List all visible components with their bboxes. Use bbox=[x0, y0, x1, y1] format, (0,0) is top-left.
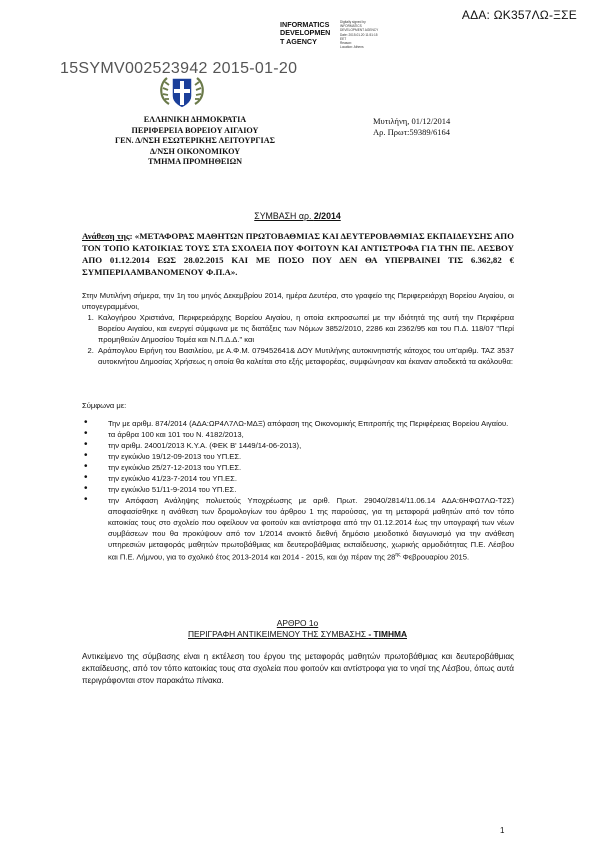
contract-title bbox=[0, 211, 595, 221]
header-line: ΠΕΡΙΦΕΡΕΙΑ ΒΟΡΕΙΟΥ ΑΙΓΑΙΟΥ bbox=[131, 125, 259, 135]
issuing-authority-header bbox=[75, 115, 315, 168]
pursuant-label: Σύμφωνα με: bbox=[82, 401, 127, 410]
signature-line: DEVELOPMENT AGENCY bbox=[340, 28, 379, 33]
signer-agency bbox=[280, 21, 340, 46]
legal-basis-item: • Την με αριθμ. 874/2014 (ΑΔΑ:ΩΡ4Λ7ΛΩ-ΜΔΞ) απόφαση της Οικονομικής Επιτροπής της Περιφέρειας Βορείου Αιγαίου. bbox=[82, 418, 514, 429]
digital-signature-details bbox=[340, 20, 410, 49]
contract-intro bbox=[82, 290, 514, 367]
agency-line: INFORMATICS bbox=[280, 20, 330, 29]
legal-basis-list bbox=[82, 418, 514, 563]
legal-basis-item: • την εγκύκλιο 25/27-12-2013 του ΥΠ.ΕΣ. bbox=[82, 462, 514, 473]
article-subtitle-price: - ΤΙΜΗΜΑ bbox=[368, 629, 408, 640]
subject-label: Ανάθεση της bbox=[82, 231, 130, 241]
greek-coat-of-arms-emblem bbox=[157, 74, 207, 116]
party-item: 2. Αράπογλου Ειρήνη του Βασιλείου, με Α.Φ.Μ. 079452641& ΔΟΥ Μυτιλήνης αυτοκινητιστής κάτοχος του υπ'αριθμ. ΤΑΖ 3537 αυτοκινήτου Δημοσίας Χρήσεως η οποία θα καλείται στο εξής μεταφορέας, συμφώνησαν και έκαναν αποδεκτά τα ακόλουθα: bbox=[96, 345, 514, 367]
signature-line: INFORMATICS bbox=[340, 24, 362, 29]
party-item: 1. Καλογήρου Χριστιάνα, Περιφερειάρχης Βορείου Αιγαίου, η οποία εκπροσωπεί με την ιδιότητά της αυτή την Περιφέρεια Βορείου Αιγαίου, και ενεργεί σύμφωνα με τις διατάξεις των Νόμων 3852/2010, 2286 και 2362/95 και του Π.Δ. 118/07 "Περί προμηθειών Δημοσίου Τομέα και Ν.Π.Δ.Δ." και bbox=[96, 312, 514, 345]
article-title: ΑΡΘΡΟ 1ο bbox=[276, 618, 319, 628]
subject-text: : «ΜΕΤΑΦΟΡΑΣ ΜΑΘΗΤΩΝ ΠΡΩΤΟΒΑΘΜΙΑΣ ΚΑΙ ΔΕΥΤΕΡΟΒΑΘΜΙΑΣ ΕΚΠΑΙΔΕΥΣΗΣ ΑΠΟ ΤΟΝ ΤΟΠΟ ΚΑΤΟΙΚΙΑΣ ΤΟΥΣ ΣΤΑ ΣΧΟΛΕΙΑ ΠΟΥ ΦΟΙΤΟΥΝ ΚΑΙ ΑΝΤΙΣΤΡΟΦΑ ΓΙΑ ΤΗΝ ΠΕ. ΛΕΣΒΟΥ ΑΠΟ 01.12.2014 ΕΩΣ 28.02.2015 ΚΑΙ ΜΕ ΠΟΣΟ ΠΟΥ ΔΕΝ ΘΑ ΥΠΕΡΒΑΙΝΕΙ ΤΙΣ 6.362,82 € ΣΥΜΠΕΡΙΛΑΜΒΑΝΟΜΕΝΟΥ Φ.Π.Α». bbox=[82, 231, 514, 277]
agency-line: T AGENCY bbox=[280, 36, 317, 46]
ada-code: ΑΔΑ: ΩΚ357ΛΩ-ΞΣΕ bbox=[461, 8, 577, 22]
legal-basis-item: • την αριθμ. 24001/2013 Κ.Υ.Α. (ΦΕΚ Β' 1449/14-06-2013), bbox=[82, 440, 514, 451]
contract-title-label: ΣΥΜΒΑΣΗ αρ. bbox=[254, 211, 314, 221]
signature-line: Reason: bbox=[340, 41, 352, 46]
article-subtitle-main: ΠΕΡΙΓΡΑΦΗ ΑΝΤΙΚΕΙΜΕΝΟΥ ΤΗΣ ΣΥΜΒΑΣΗΣ bbox=[187, 629, 369, 640]
legal-basis-item-last bbox=[82, 495, 514, 563]
legal-basis-item: • την εγκύκλιο 51/11-9-2014 του ΥΠ.ΕΣ. bbox=[82, 484, 514, 495]
header-line: ΕΛΛΗΝΙΚΗ ΔΗΜΟΚΡΑΤΙΑ bbox=[143, 115, 247, 124]
contract-subject bbox=[82, 230, 514, 278]
header-line: ΓΕΝ. Δ/ΝΣΗ ΕΣΩΤΕΡΙΚΗΣ ΛΕΙΤΟΥΡΓΙΑΣ bbox=[114, 136, 276, 146]
legal-basis-text: την Απόφαση Ανάληψης πολυετούς Υποχρέωσης με αριθ. Πρωτ. 29040/2814/11.06.14 ΑΔΑ:6ΗΦΩ7ΛΩ-Τ2Σ) αποφασίσθηκε η ανάθεση των δρομολογίων του άρθρου 1 της παρούσας, για τη μεταφορά μαθητών από τον τόπο κατοικίας τους στο σχολείο που οφείλουν να φοιτούν και αντίστροφα από την 01.12.2014 έως την υπογραφή των νέων συμβάσεων που θα προκύψουν από τον 1/2014 ανοικτό διεθνή δημόσιο μειοδοτικό διαγωνισμό για την ανάθεση υπηρεσιών μεταφοράς μαθητών πρωτοβάθμιας και δευτεροβάθμιας εκπαίδευσης, χωρικής αρμοδιότητας Π.Ε. Λέσβου και Π.Ε. Λήμνου, για το σχολικό έτος 2013-2014 και 2014 - 2015, και όχι πέραν της 28 bbox=[108, 496, 514, 562]
page-number: 1 bbox=[500, 826, 505, 835]
ordinal-suffix: ης bbox=[395, 552, 401, 558]
legal-basis-tail: Φεβρουαρίου 2015. bbox=[400, 552, 470, 562]
signature-line: Digitally signed by bbox=[340, 20, 366, 24]
parties-list bbox=[82, 312, 514, 367]
article-heading bbox=[0, 618, 595, 641]
document-date: Μυτιλήνη, 01/12/2014 bbox=[373, 116, 451, 126]
contract-number: 2/2014 bbox=[313, 211, 341, 221]
protocol-number: Αρ. Πρωτ:59389/6164 bbox=[373, 127, 450, 138]
legal-basis-item: • τα άρθρα 100 και 101 του Ν. 4182/2013, bbox=[82, 429, 514, 440]
date-protocol-block bbox=[373, 116, 450, 138]
registry-stamp: 15SYMV002523942 2015-01-20 bbox=[60, 60, 298, 77]
header-line: Δ/ΝΣΗ ΟΙΚΟΝΟΜΙΚΟΥ bbox=[149, 146, 241, 156]
intro-paragraph: Στην Μυτιλήνη σήμερα, την 1η του μηνός Δεκεμβρίου 2014, ημέρα Δευτέρα, στο γραφείο της Περιφερειάρχη Βορείου Αιγαίου, οι υπογεγραμμένοι, bbox=[82, 291, 514, 311]
article-subtitle bbox=[0, 629, 595, 640]
signature-line: Date: 2015.01.20 11:51:15 bbox=[340, 32, 378, 37]
legal-basis-item: • την εγκύκλιο 19/12-09-2013 του ΥΠ.ΕΣ. bbox=[82, 451, 514, 462]
agency-line: DEVELOPMEN bbox=[280, 28, 331, 38]
article-body: Αντικείμενο της σύμβασης είναι η εκτέλεση του έργου της μεταφοράς μαθητών πρωτοβάθμιας και δευτεροβάθμιας εκπαίδευσης, από τον τόπο κατοικίας τους στα σχολεία που φοιτούν και αντίστροφα για το νησί της Λέσβου, όπως αυτά περιγράφονται στον παρακάτω πίνακα. bbox=[82, 652, 514, 685]
signature-line: EET bbox=[340, 36, 347, 41]
header-line: ΤΜΗΜΑ ΠΡΟΜΗΘΕΙΩΝ bbox=[147, 157, 243, 167]
legal-basis-item: • την εγκύκλιο 41/23-7-2014 του ΥΠ.ΕΣ. bbox=[82, 473, 514, 484]
signature-line: Location: Athens bbox=[340, 45, 364, 50]
